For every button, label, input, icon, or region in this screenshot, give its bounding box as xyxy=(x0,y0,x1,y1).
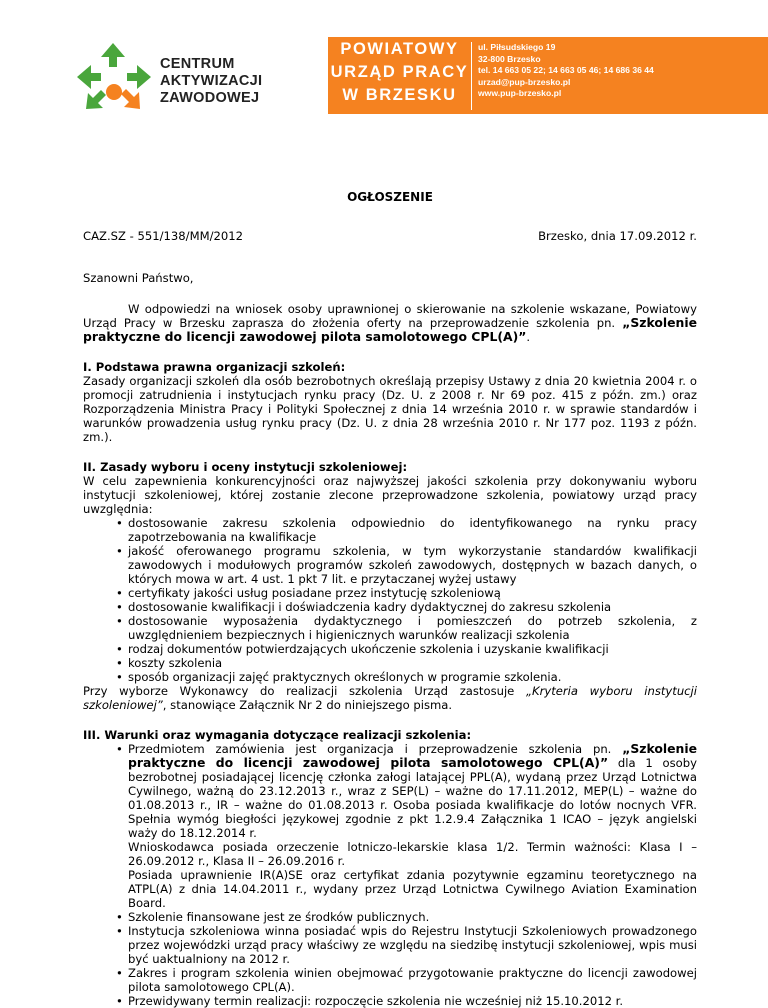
pup-name xyxy=(328,38,471,107)
pup-name-line: W BRZESKU xyxy=(342,86,457,104)
list-item: • jakość oferowanego programu szkolenia, w tym wykorzystanie standardów kwalifikacji zawodowych i modułowych programów szkoleń zawodowych, dostępnych w bazach danych, o których mowa w art. 4 ust. 1 pkt 7 lit. e przytaczanej wyżej ustawy xyxy=(83,544,697,586)
document-meta xyxy=(83,229,697,243)
section-requirements xyxy=(83,728,697,1008)
letterhead xyxy=(0,0,768,130)
section-heading: III. Warunki oraz wymagania dotyczące realizacji szkolenia: xyxy=(83,728,472,742)
item-text: Przedmiotem zamówienia jest organizacja i przeprowadzenie szkolenia pn. xyxy=(128,742,612,756)
section-legal-basis xyxy=(83,360,697,444)
closing-end: , stanowiące Załącznik Nr 2 do niniejszego pisma. xyxy=(162,698,453,712)
list-item: • dostosowanie kwalifikacji i doświadczenia kadry dydaktycznej do zakresu szkolenia xyxy=(83,600,697,614)
list-item: • rodzaj dokumentów potwierdzających ukończenie szkolenia i uzyskanie kwalifikacji xyxy=(83,642,697,656)
item-paragraph: Wnioskodawca posiada orzeczenie lotniczo-lekarskie klasa 1/2. Termin ważności: Klasa I – 26.09.2012 r., Klasa II – 26.09.2016 r. xyxy=(128,840,697,868)
contact-block xyxy=(478,42,654,100)
list-item: • sposób organizacji zajęć praktycznych określonych w programie szkolenia. xyxy=(83,670,697,684)
training-name: „Szkolenie praktyczne do licencji zawodowej pilota samolotowego CPL(A)” xyxy=(83,315,698,344)
section-heading: II. Zasady wyboru i oceny instytucji szkoleniowej: xyxy=(83,460,408,474)
document-body xyxy=(83,190,697,1008)
pup-name-line: POWIATOWY xyxy=(340,40,459,58)
contact-postcode: 32-800 Brzesko xyxy=(478,53,541,64)
list-item: • dostosowanie zakresu szkolenia odpowiednio do identyfikowanego na rynku pracy zapotrzebowania na kwalifikacje xyxy=(83,516,697,544)
caz-name xyxy=(160,56,262,107)
contact-email: urzad@pup-brzesko.pl xyxy=(478,76,571,87)
caz-name-line: AKTYWIZACJI xyxy=(160,73,263,89)
header-divider xyxy=(471,42,472,110)
section-heading: I. Podstawa prawna organizacji szkoleń: xyxy=(83,360,346,374)
caz-logo-arrows-icon xyxy=(74,40,158,116)
list-item: • Instytucja szkoleniowa winna posiadać wpis do Rejestru Instytucji Szkoleniowych prowadzonego przez wojewódzki urząd pracy właściwy ze względu na siedzibę instytucji szkoleniowej, wpis musi być uaktualniony na 2012 r. xyxy=(83,924,697,966)
list-item: • certyfikaty jakości usług posiadane przez instytucję szkoleniową xyxy=(83,586,697,600)
training-name: „Szkolenie praktyczne do licencji zawodowej pilota samolotowego CPL(A)” xyxy=(128,741,698,770)
place-date: Brzesko, dnia 17.09.2012 r. xyxy=(538,229,697,243)
list-item: • dostosowanie wyposażenia dydaktycznego i pomieszczeń do potrzeb szkolenia, z uwzględnieniem bezpiecznych i higienicznych warunków realizacji szkolenia xyxy=(83,614,697,642)
list-item: • Zakres i program szkolenia winien obejmować przygotowanie praktyczne do licencji zawodowej pilota samolotowego CPL(A). xyxy=(83,966,697,994)
criteria-list xyxy=(83,516,697,684)
list-item: • koszty szkolenia xyxy=(83,656,697,670)
section-closing xyxy=(83,684,697,712)
closing-text: Przy wyborze Wykonawcy do realizacji szkolenia Urząd zastosuje xyxy=(83,684,515,698)
pup-name-line: URZĄD PRACY xyxy=(330,63,469,81)
caz-name-line: ZAWODOWEJ xyxy=(160,90,260,106)
item-rest: dla 1 osoby bezrobotnej posiadającej licencję członka załogi latającej PPL(A), wydaną przez Urząd Lotnictwa Cywilnego, ważną do 23.12.2013 r., wraz z SEP(L) – ważne do 17.11.2012, MEP(L) – ważne do 01.08.2013 r., IR – ważne do 01.08.2013 r. Osoba posiada kwalifikacje do lotów nocnych VFR. Spełnia wymóg biegłości językowej zgodnie z pkt 1.2.9.4 Załącznika 1 ICAO – język angielski waży do 18.12.2014 r. xyxy=(128,756,697,840)
caz-name-line: CENTRUM xyxy=(160,56,235,72)
section-text: Zasady organizacji szkoleń dla osób bezrobotnych określają przepisy Ustawy z dnia 20 kwietnia 2004 r. o promocji zatrudnienia i instytucjach rynku pracy (Dz. U. z 2008 r. Nr 69 poz. 415 z późn. zm.) oraz Rozporządzenia Ministra Pracy i Polityki Społecznej z dnia 14 września 2010 r. w sprawie standardów i warunków prowadzenia usług rynku pracy (Dz. U. z dnia 28 września 2010 r. Nr 177 poz. 1193 z późn. zm.). xyxy=(83,374,697,444)
section-intro: W celu zapewnienia konkurencyjności oraz najwyższej jakości szkolenia przy dokonywaniu wyboru instytucji szkoleniowej, której zostanie zlecone przeprowadzone szkolenia, powiatowy urząd pracy uwzględnia: xyxy=(83,474,697,516)
intro-text: W odpowiedzi na wniosek osoby uprawnionej o skierowanie na szkolenie wskazane, Powiatowy Urząd Pracy w Brzesku zaprasza do złożenia oferty na przeprowadzenie szkolenia pn. xyxy=(83,302,697,330)
list-item: • Przewidywany termin realizacji: rozpoczęcie szkolenia nie wcześniej niż 15.10.2012 r. xyxy=(83,994,697,1008)
reference-number: CAZ.SZ - 551/138/MM/2012 xyxy=(83,229,243,243)
contact-phone: tel. 14 663 05 22; 14 663 05 46; 14 686 36 44 xyxy=(478,65,654,75)
document-title: OGŁOSZENIE xyxy=(347,190,433,204)
item-paragraph: Posiada uprawnienie IR(A)SE oraz certyfikat zdania pozytywnie egzaminu teoretycznego na ATPL(A) z dnia 14.04.2011 r., wydany przez Urząd Lotnictwa Cywilnego Aviation Examination Board. xyxy=(128,868,697,910)
requirements-list xyxy=(83,742,697,1008)
contact-website: www.pup-brzesko.pl xyxy=(478,88,562,98)
greeting: Szanowni Państwo, xyxy=(83,271,194,285)
intro-end: . xyxy=(526,330,531,344)
section-selection-rules xyxy=(83,460,697,712)
list-item xyxy=(83,742,697,910)
list-item: • Szkolenie finansowane jest ze środków publicznych. xyxy=(83,910,697,924)
intro-paragraph xyxy=(83,302,697,344)
criteria-reference: „Kryteria wyboru instytucji szkoleniowej” xyxy=(83,684,697,712)
contact-address: ul. Piłsudskiego 19 xyxy=(478,42,556,52)
